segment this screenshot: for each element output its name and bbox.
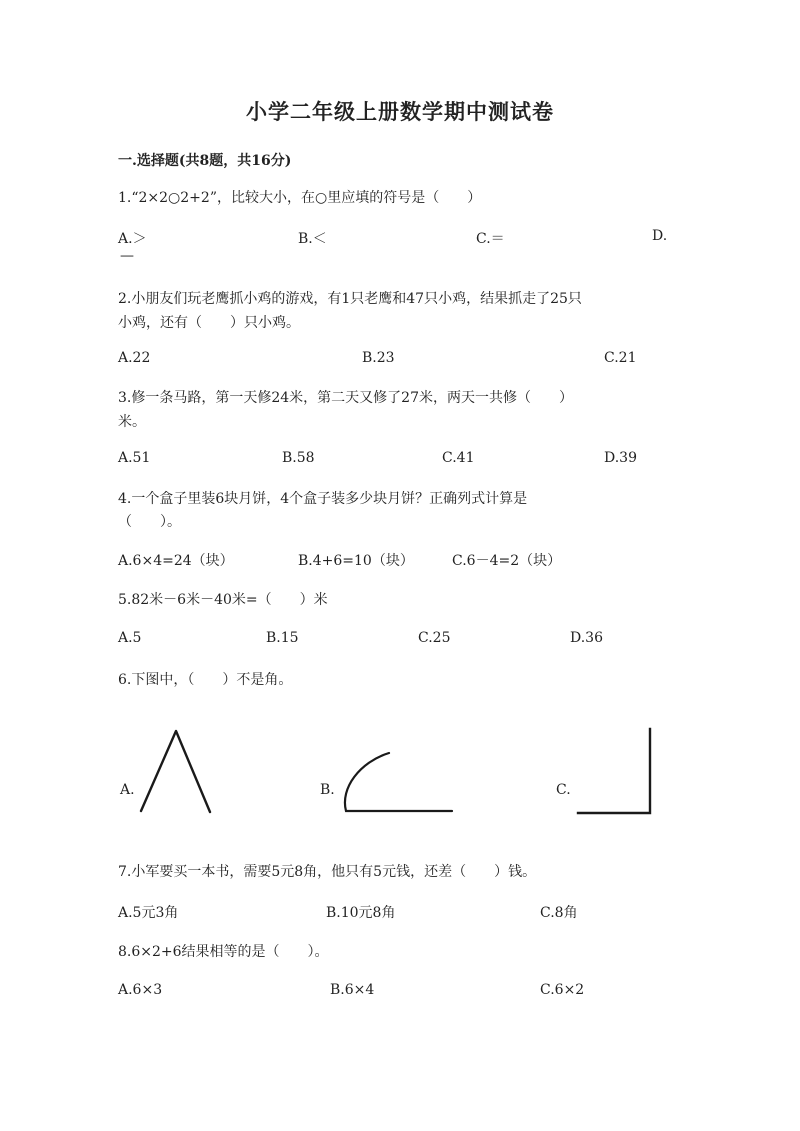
question-1-stem: 1.“2×2○2+2”，比较大小，在○里应填的符号是（ ） xyxy=(118,190,482,206)
q1-option-c[interactable]: C.＝ xyxy=(476,231,505,247)
question-2-stem-line1: 2.小朋友们玩老鹰抓小鸡的游戏，有1只老鹰和47只小鸡，结果抓走了25只 xyxy=(118,291,582,307)
q4-option-c[interactable]: C.6－4=2（块） xyxy=(452,553,562,569)
q8-option-b[interactable]: B.6×4 xyxy=(330,982,375,998)
q2-option-c[interactable]: C.21 xyxy=(604,350,637,366)
q6-option-a[interactable]: A. xyxy=(120,782,135,798)
q3-option-a[interactable]: A.51 xyxy=(118,450,151,466)
q5-option-c[interactable]: C.25 xyxy=(418,630,451,646)
figure-c-right-angle xyxy=(578,729,650,813)
q1-option-d[interactable]: D. xyxy=(652,228,668,244)
q8-option-a[interactable]: A.6×3 xyxy=(118,982,163,998)
q4-option-b[interactable]: B.4+6=10（块） xyxy=(298,553,414,569)
q2-option-a[interactable]: A.22 xyxy=(118,350,151,366)
q7-option-c[interactable]: C.8角 xyxy=(540,905,578,921)
q3-option-d[interactable]: D.39 xyxy=(604,450,637,466)
q6-option-c[interactable]: C. xyxy=(556,782,571,798)
question-5-stem: 5.82米－6米－40米=（ ）米 xyxy=(118,592,328,608)
question-3-stem-line1: 3.修一条马路，第一天修24米，第二天又修了27米，两天一共修（ ） xyxy=(118,390,573,406)
q5-option-b[interactable]: B.15 xyxy=(266,630,299,646)
page-title: 小学二年级上册数学期中测试卷 xyxy=(246,99,554,124)
q3-option-c[interactable]: C.41 xyxy=(442,450,475,466)
q6-option-b[interactable]: B. xyxy=(320,782,335,798)
section-heading: 一.选择题(共8题，共16分) xyxy=(118,153,292,169)
question-2-stem-line2: 小鸡，还有（ ）只小鸡。 xyxy=(118,315,300,331)
question-6-stem: 6.下图中，（ ）不是角。 xyxy=(118,672,293,688)
question-4-stem-line2: （ ）。 xyxy=(118,514,181,530)
q4-option-a[interactable]: A.6×4=24（块） xyxy=(118,553,234,569)
q1-option-a[interactable]: A.＞ xyxy=(118,231,147,247)
question-3-stem-line2: 米。 xyxy=(118,414,146,430)
q7-option-b[interactable]: B.10元8角 xyxy=(326,905,396,921)
q8-option-c[interactable]: C.6×2 xyxy=(540,982,585,998)
q5-option-d[interactable]: D.36 xyxy=(570,630,603,646)
q5-option-a[interactable]: A.5 xyxy=(118,630,142,646)
q1-option-b[interactable]: B.＜ xyxy=(298,231,327,247)
q1-option-d-symbol: — xyxy=(120,248,134,264)
figure-a-angle xyxy=(141,731,210,812)
question-8-stem: 8.6×2+6结果相等的是（ ）。 xyxy=(118,944,329,960)
q3-option-b[interactable]: B.58 xyxy=(282,450,315,466)
q7-option-a[interactable]: A.5元3角 xyxy=(118,905,179,921)
question-4-stem-line1: 4.一个盒子里装6块月饼，4个盒子装多少块月饼？正确列式计算是 xyxy=(118,491,528,507)
question-7-stem: 7.小军要买一本书，需要5元8角，他只有5元钱，还差（ ）钱。 xyxy=(118,864,537,880)
q2-option-b[interactable]: B.23 xyxy=(362,350,395,366)
figure-b-curve xyxy=(345,753,452,811)
